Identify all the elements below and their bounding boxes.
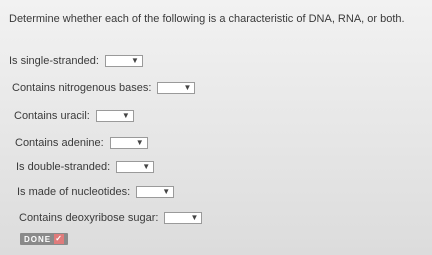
answer-dropdown-adenine[interactable] (110, 137, 148, 149)
item-label: Contains nitrogenous bases: (12, 82, 152, 94)
chevron-down-icon: ▼ (135, 138, 144, 147)
item-row-nucleotides (17, 184, 174, 200)
item-label: Is double-stranded: (16, 161, 111, 173)
answer-dropdown-nucleotides[interactable] (136, 186, 174, 198)
item-label: Contains uracil: (14, 110, 90, 122)
item-row-double-stranded (16, 159, 154, 175)
item-row-single-stranded (9, 53, 143, 69)
done-button[interactable] (20, 233, 68, 245)
answer-dropdown-nitrogenous-bases[interactable] (157, 82, 195, 94)
item-row-nitrogenous-bases (12, 80, 195, 96)
done-button-label: DONE (24, 234, 52, 244)
chevron-down-icon: ▼ (162, 187, 171, 196)
chevron-down-icon: ▼ (121, 111, 130, 120)
item-row-deoxyribose (19, 210, 202, 226)
answer-dropdown-single-stranded[interactable] (105, 55, 143, 67)
chevron-down-icon: ▼ (130, 56, 139, 65)
item-row-adenine (15, 135, 148, 151)
chevron-down-icon: ▼ (142, 162, 151, 171)
item-label: Contains deoxyribose sugar: (19, 212, 159, 224)
item-label: Is made of nucleotides: (17, 186, 131, 198)
item-label: Is single-stranded: (9, 55, 99, 67)
answer-dropdown-double-stranded[interactable] (116, 161, 154, 173)
item-label: Contains adenine: (15, 137, 104, 149)
chevron-down-icon: ▼ (183, 83, 192, 92)
item-row-uracil (14, 108, 134, 124)
answer-dropdown-uracil[interactable] (96, 110, 134, 122)
question-prompt: Determine whether each of the following is a characteristic of DNA, RNA, or both. (9, 13, 405, 25)
check-icon: ✓ (55, 234, 63, 243)
answer-dropdown-deoxyribose[interactable] (164, 212, 202, 224)
chevron-down-icon: ▼ (190, 213, 199, 222)
